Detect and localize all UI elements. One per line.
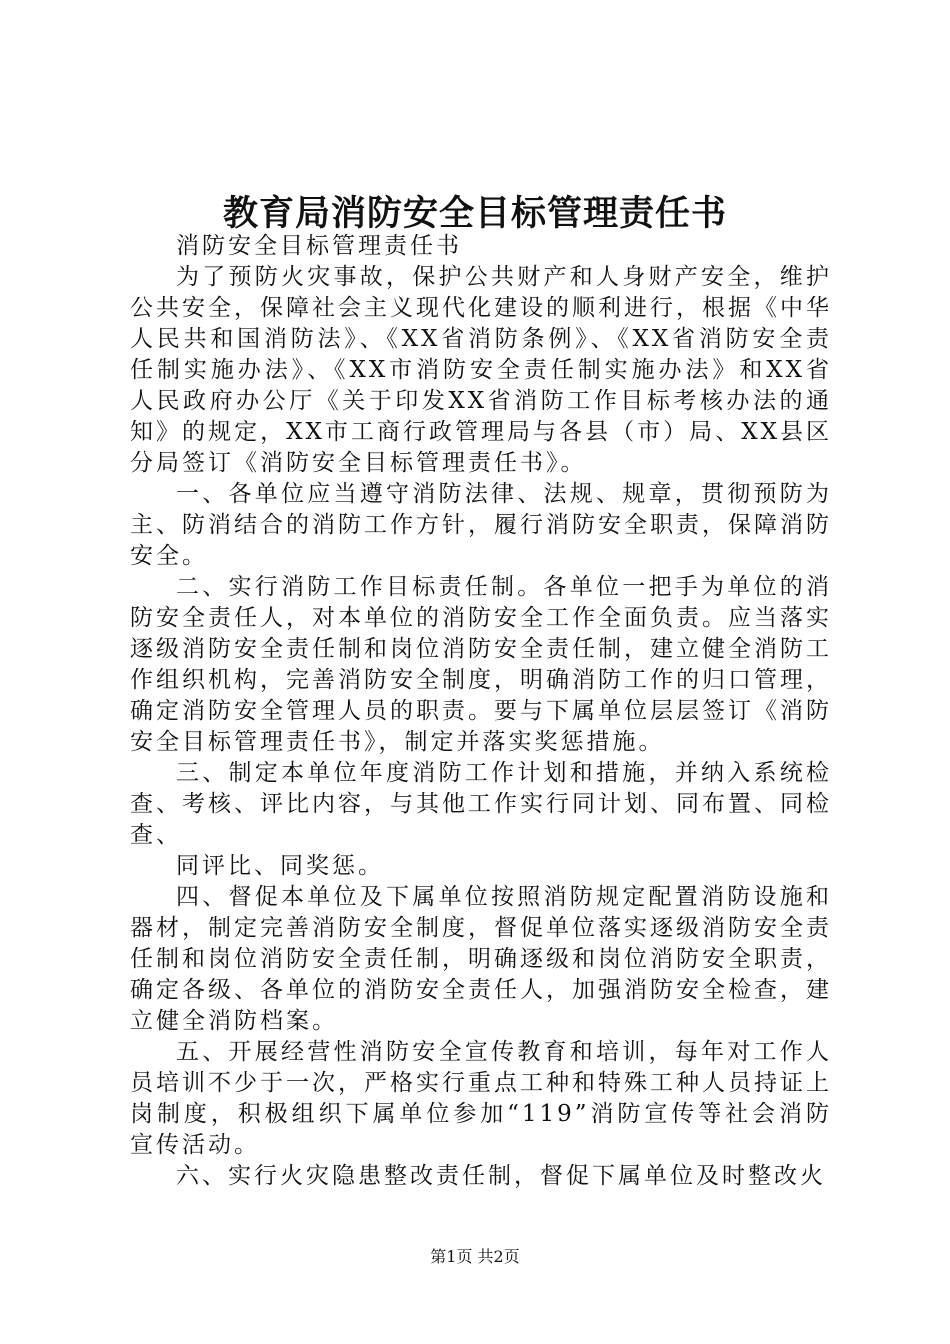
page-footer: 第1页 共2页	[430, 1247, 520, 1266]
paragraph-item-3: 三、制定本单位年度消防工作计划和措施，并纳入系统检查、考核、评比内容，与其他工作实行同计划、同布置、同检查、	[130, 760, 832, 848]
paragraph-subtitle: 消防安全目标管理责任书	[176, 233, 462, 259]
paragraph-item-1: 一、各单位应当遵守消防法律、法规、规章，贯彻预防为主、防消结合的消防工作方针，履行消防安全职责，保障消防安全。	[130, 481, 832, 569]
document-body	[130, 231, 832, 1192]
paragraph-item-5: 五、开展经营性消防安全宣传教育和培训，每年对工作人员培训不少于一次，严格实行重点工种和特殊工种人员持证上岗制度，积极组织下属单位参加“119”消防宣传等社会消防宣传活动。	[130, 1039, 832, 1158]
paragraph-intro: 为了预防火灾事故，保护公共财产和人身财产安全，维护公共安全，保障社会主义现代化建设的顺利进行，根据《中华人民共和国消防法》、《XX省消防条例》、《XX省消防安全责任制实施办法》、《XX市消防安全责任制实施办法》和XX省人民政府办公厅《关于印发XX省消防工作目标考核办法的通知》的规定，XX市工商行政管理局与各县（市）局、XX县区分局签订《消防安全目标管理责任书》。	[130, 264, 832, 476]
paragraph-item-2: 二、实行消防工作目标责任制。各单位一把手为单位的消防安全责任人，对本单位的消防安全工作全面负责。应当落实逐级消防安全责任制和岗位消防安全责任制，建立健全消防工作组织机构，完善消防安全制度，明确消防工作的归口管理，确定消防安全管理人员的职责。要与下属单位层层签订《消防安全目标管理责任书》，制定并落实奖惩措施。	[130, 574, 832, 755]
paragraph-item-4: 四、督促本单位及下属单位按照消防规定配置消防设施和器材，制定完善消防安全制度，督促单位落实逐级消防安全责任制和岗位消防安全责任制，明确逐级和岗位消防安全职责，确定各级、各单位的消防安全责任人，加强消防安全检查，建立健全消防档案。	[130, 884, 832, 1034]
paragraph-item-6: 六、实行火灾隐患整改责任制，督促下属单位及时整改火	[176, 1163, 826, 1189]
document-title: 教育局消防安全目标管理责任书	[222, 193, 727, 234]
paragraph-item-3-cont: 同评比、同奖惩。	[176, 853, 384, 879]
